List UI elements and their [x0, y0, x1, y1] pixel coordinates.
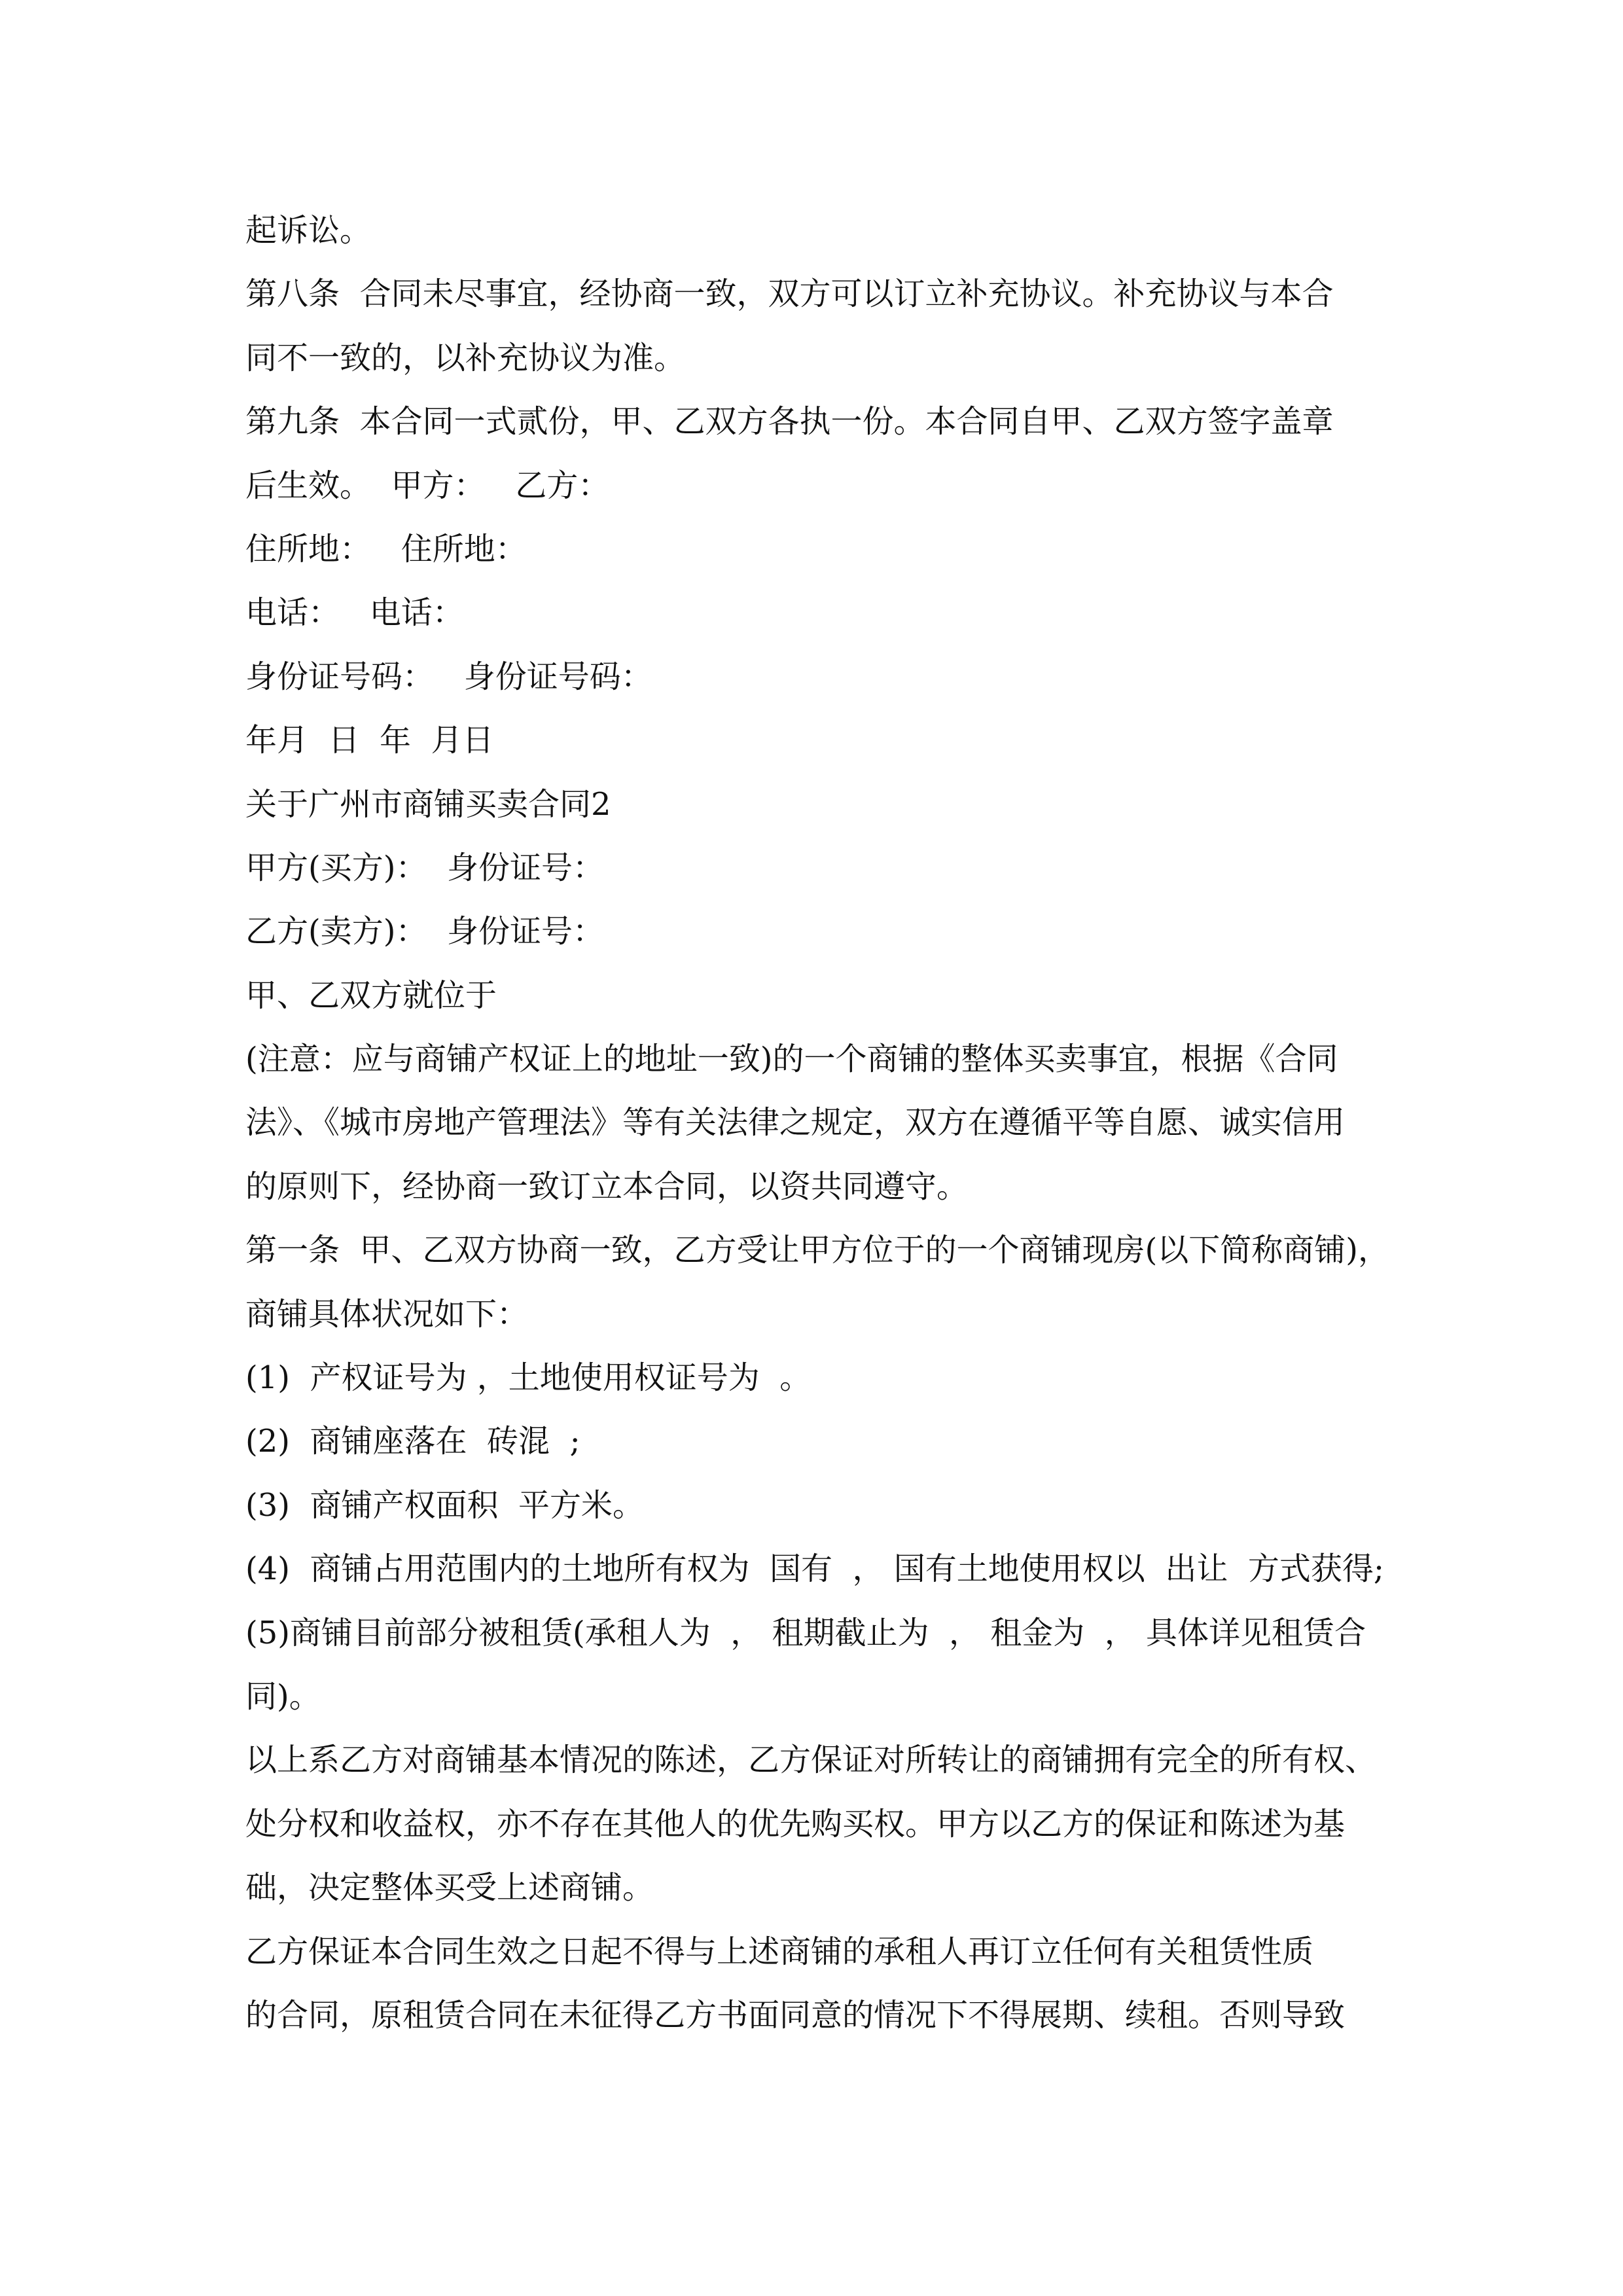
- text-line: 甲、乙双方就位于: [245, 977, 497, 1014]
- text-line: (注意：应与商铺产权证上的地址一致)的一个商铺的整体买卖事宜，根据《合同: [245, 1041, 1338, 1078]
- text-line: 的原则下，经协商一致订立本合同，以资共同遵守。: [245, 1168, 969, 1205]
- text-line: 第九条 本合同一式贰份，甲、乙双方各执一份。本合同自甲、乙双方签字盖章: [245, 403, 1334, 440]
- text-line: 同)。: [245, 1677, 321, 1715]
- text-line: 处分权和收益权，亦不存在其他人的优先购买权。甲方以乙方的保证和陈述为基: [245, 1805, 1346, 1842]
- text-line: 乙方(卖方)： 身份证号：: [245, 913, 604, 950]
- text-line: 商铺具体状况如下：: [245, 1295, 529, 1333]
- text-line: 第一条 甲、乙双方协商一致，乙方受让甲方位于的一个商铺现房(以下简称商铺)，: [245, 1232, 1389, 1269]
- text-line: 电话： 电话：: [245, 594, 464, 632]
- text-line: 法》、《城市房地产管理法》等有关法律之规定，双方在遵循平等自愿、诚实信用: [245, 1104, 1346, 1141]
- document-body: [245, 199, 1397, 2047]
- text-line: (2) 商铺座落在 砖混 ;: [245, 1423, 580, 1460]
- text-line: 后生效。 甲方： 乙方：: [245, 467, 610, 504]
- text-line: 乙方保证本合同生效之日起不得与上述商铺的承租人再订立任何有关租赁性质: [245, 1933, 1314, 1970]
- text-line: 身份证号码： 身份证号码：: [245, 658, 652, 695]
- section-title: 关于广州市商铺买卖合同2: [245, 785, 611, 823]
- text-line: 以上系乙方对商铺基本情况的陈述，乙方保证对所转让的商铺拥有完全的所有权、: [245, 1742, 1377, 1779]
- text-line: 住所地： 住所地：: [245, 530, 527, 567]
- text-line: 年月 日 年 月日: [245, 722, 494, 759]
- text-line: (5)商铺目前部分被租赁(承租人为 ， 租期截止为 ， 租金为 ， 具体详见租赁合: [245, 1614, 1366, 1651]
- text-line: 础，决定整体买受上述商铺。: [245, 1869, 654, 1907]
- text-line: (4) 商铺占用范围内的土地所有权为 国有 ， 国有土地使用权以 出让 方式获得;: [245, 1551, 1385, 1588]
- text-line: 同不一致的，以补充协议为准。: [245, 339, 686, 376]
- text-line: 第八条 合同未尽事宜，经协商一致，双方可以订立补充协议。补充协议与本合: [245, 276, 1334, 313]
- text-line: (3) 商铺产权面积 平方米。: [245, 1486, 645, 1524]
- text-line: 的合同，原租赁合同在未征得乙方书面同意的情况下不得展期、续租。否则导致: [245, 1996, 1346, 2034]
- text-line: 起诉讼。: [245, 212, 372, 249]
- text-line: (1) 产权证号为 ，土地使用权证号为 。: [245, 1359, 812, 1397]
- text-line: 甲方(买方)： 身份证号：: [245, 849, 604, 886]
